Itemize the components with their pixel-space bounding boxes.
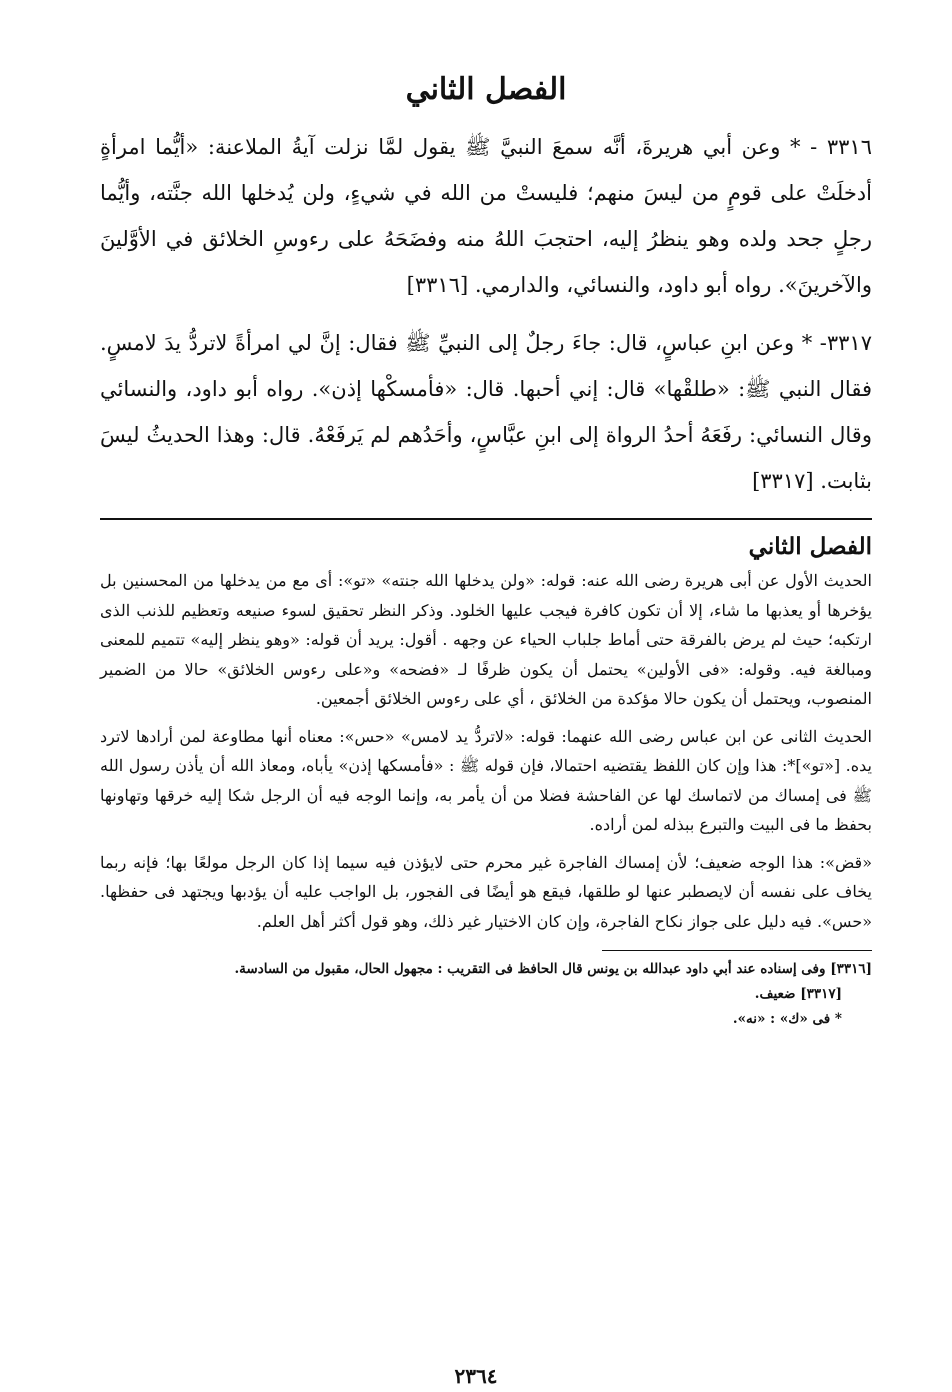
- hadith-3317: ٣٣١٧- * وعن ابنِ عباسٍ، قال: جاءَ رجلٌ إلى النبيِّ ﷺ فقال: إنَّ لي امرأةً لاتردُّ يدَ لامسٍ. فقال النبي ﷺ: «طلقْها» قال: إني أحبها. قال: «فأمسكْها إذن». رواه أبو داود، والنسائي وقال النسائي: رفَعَهُ أحدُ الرواة إلى ابنِ عبَّاسٍ، وأحَدُهم لم يَرفَعْهُ. قال: وهذا الحديثُ ليسَ بثابت. [٣٣١٧]: [100, 331, 872, 493]
- commentary-paragraph-1: الحديث الأول عن أبى هريرة رضى الله عنه: قوله: «ولن يدخلها الله جنته» «تو»: أى مع من يدخلها من المحسنين بل يؤخرها أو يعذبها ما شاء، إلا أن تكون كافرة فيجب عليها الخلود. وذكر النظر تحقيق لسوء صنيعه وتعظيم للذنب الذى ارتكبه؛ حيث لم يرض بالفرقة حتى أماط جلباب الحياء عن وجهه . أقول: يريد أن قوله: «وهو ينظر إليه» تتميم للمعنى ومبالغة فيه. وقوله: «فى الأولين» يحتمل أن يكون ظرفًا لـ «فضحه» و«على رءوس الخلائق» حالا من الضمير المنصوب، ويحتمل أن يكون حالا مؤكدة من الخلائق ، أي على رءوس الخلائق أجمعين.: [100, 571, 873, 708]
- footnote-rule: [602, 950, 872, 951]
- footnote-3316: [٣٣١٦] وفى إسناده عند أبي داود عبدالله بن يونس قال الحافظ فى التقريب : مجهول الحال، مقبول من السادسة.: [234, 961, 872, 977]
- commentary-paragraph-3: «قض»: هذا الوجه ضعيف؛ لأن إمساك الفاجرة غير محرم حتى لايؤذن فيه سيما إذا كان الرجل مولعًا بها؛ فإنه ربما يخاف على نفسه أن لايصطبر عنها لو طلقها، فيقع هو أيضًا فى الفجور، بل الواجب عليه أن يؤدبها ويجتهد فى حفظها. «حس». فيه دليل على جواز نكاح الفاجرة، وإن كان الاختيار غير ذلك، وهو قول أكثر أهل العلم.: [100, 852, 872, 931]
- page-number: ٢٣٦٤: [454, 1364, 498, 1388]
- commentary-title: الفصل الثاني: [748, 533, 872, 560]
- section-divider: [100, 518, 872, 520]
- footnote-3317: [٣٣١٧] ضعيف.: [754, 986, 842, 1002]
- footnote-variant: * فى «ك» : «نه».: [732, 1011, 842, 1027]
- page-body: [100, 70, 872, 1370]
- page-title: الفصل الثاني: [405, 72, 567, 107]
- commentary-paragraph-2: الحديث الثانى عن ابن عباس رضى الله عنهما: قوله: «لاتردُّ يد لامس» «حس»: معناه أنها مطاوعة لمن أرادها لاترد يده. [«تو»]*: هذا وإن كان اللفظ يقتضيه احتمالا، فإن قوله ﷺ : «فأمسكها إذن» يأباه، ومعاذ الله أن يأذن رسول الله ﷺ فى إمساك من لاتماسك لها عن الفاحشة فضلا من أن يأمر به، وإنما الوجه فيه أن الرجل شكا إليه خرقها وتهاونها بحفظ ما فى البيت والتبرع ببذله لمن أراده.: [100, 726, 873, 834]
- hadith-3316: ٣٣١٦ - * وعن أبي هريرةَ، أنَّه سمعَ النبيَّ ﷺ يقول لمَّا نزلت آيةُ الملاعنة: «أيُّما امرأةٍ أدخلَتْ على قومٍ من ليسَ منهم؛ فليستْ من الله في شيءٍ، ولن يُدخلها الله جنَّته، وأيُّما رجلٍ جحد ولده وهو ينظرُ إليه، احتجبَ اللهُ منه وفضَحَهُ على رءوسِ الخلائق في الأوَّلينَ والآخرينَ». رواه أبو داود، والنسائي، والدارمي. [٣٣١٦]: [100, 135, 872, 297]
